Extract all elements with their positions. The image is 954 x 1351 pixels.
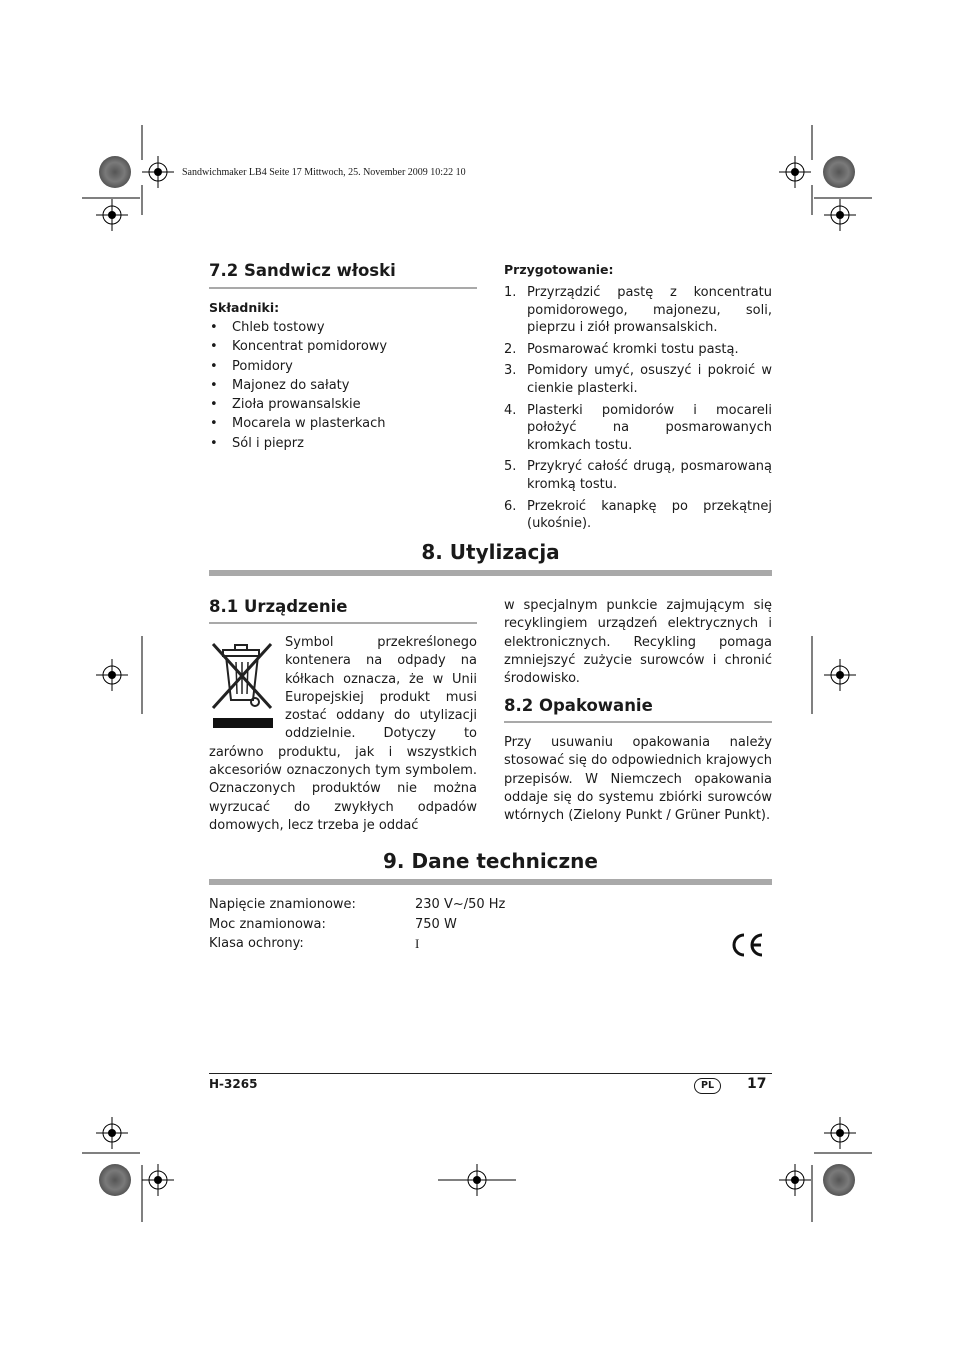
list-item: • Majonez do sałaty: [209, 376, 477, 395]
list-item: 6. Przekroić kanapkę po przekątnej (ukośnie).: [504, 498, 772, 532]
list-item: • Pomidory: [209, 357, 477, 376]
registration-mark-icon: [142, 1164, 174, 1196]
section-8-1-text: Symbol przekreślonego kontenera na odpady na kółkach oznacza, że w Unii Europejskiej produkt musi zostać oddany do utylizacji oddzielnie. Dotyczy to zarówno produktu, jak i wszystkich akcesoriów oznaczonych tym symbolem. Oznaczonych produktów nie można wyrzucać do zwykłych odpadów domowych, lecz trzeba je oddać: [209, 635, 477, 833]
spec-label: Moc znamionowa:: [209, 916, 326, 932]
section-8-title: 8. Utylizacja: [421, 540, 560, 564]
spec-label: Klasa ochrony:: [209, 936, 304, 951]
list-item: 3. Pomidory umyć, osuszyć i pokroić w cienkie plasterki.: [504, 363, 772, 396]
color-target-icon: [99, 1164, 131, 1196]
spec-label: Napięcie znamionowe:: [209, 897, 356, 912]
registration-mark-icon: [779, 1164, 811, 1196]
ce-mark-icon: [729, 931, 765, 959]
list-item: • Chleb tostowy: [209, 318, 477, 337]
ingredients-label: Składniki:: [209, 300, 280, 315]
spec-value: 750 W: [415, 916, 457, 932]
registration-mark-icon: [142, 156, 174, 188]
page-number: 17: [747, 1076, 767, 1092]
preparation-steps: [504, 284, 772, 537]
section-divider: [209, 622, 477, 624]
print-header: Sandwichmaker LB4 Seite 17 Mittwoch, 25. November 2009 10:22 10: [182, 167, 466, 178]
registration-mark-icon: [824, 659, 856, 691]
table-row: [209, 915, 609, 935]
list-item: • Zioła prowansalskie: [209, 395, 477, 414]
section-8-1-continued: w specjalnym punkcie zajmującym się recyklingiem urządzeń elektrycznych i elektronicznych. Recykling pomaga zmniejszyć zużycie surowców i chronić środowisko.: [504, 598, 772, 687]
list-item: • Koncentrat pomidorowy: [209, 337, 477, 356]
list-item: 2. Posmarować kromki tostu pastą.: [504, 341, 739, 357]
section-8-2-text: Przy usuwaniu opakowania należy stosować się do odpowiednich krajowych przepisów. W Niemczech opakowania oddaje się do systemu zbiórki surowców wtórnych (Zielony Punkt / Grüner Punkt).: [504, 735, 772, 824]
section-8-2-title: 8.2 Opakowanie: [504, 696, 653, 715]
footer-divider: [209, 1073, 772, 1074]
section-divider: [504, 721, 772, 723]
section-7-2-title: 7.2 Sandwicz włoski: [209, 261, 396, 280]
registration-mark-icon: [96, 199, 128, 231]
section-8-1-title: 8.1 Urządzenie: [209, 597, 348, 616]
list-item: 4. Plasterki pomidorów i mocareli położyć na posmarowanych kromkach tostu.: [504, 402, 772, 453]
tech-specs-table: [209, 895, 609, 954]
color-target-icon: [99, 156, 131, 188]
language-badge: PL: [694, 1078, 721, 1094]
color-target-icon: [823, 156, 855, 188]
registration-mark-icon: [824, 1117, 856, 1149]
ingredients-list: [209, 318, 477, 453]
list-item: 1. Przyrządzić pastę z koncentratu pomidorowego, majonezu, soli, pieprzu i ziół prowansalskich.: [504, 285, 772, 336]
section-divider: [209, 287, 477, 289]
spec-value: I: [415, 936, 420, 951]
table-row: [209, 934, 609, 954]
section-divider: [209, 570, 772, 576]
table-row: [209, 895, 609, 915]
list-item: • Sól i pieprz: [209, 434, 477, 453]
list-item: 5. Przykryć całość drugą, posmarowaną kromką tostu.: [504, 459, 772, 492]
registration-mark-icon: [824, 199, 856, 231]
section-divider: [209, 879, 772, 885]
color-target-icon: [823, 1164, 855, 1196]
crossed-bin-icon: [209, 638, 277, 730]
preparation-label: Przygotowanie:: [504, 262, 614, 277]
registration-mark-icon: [779, 156, 811, 188]
list-item: • Mocarela w plasterkach: [209, 414, 477, 433]
product-code: H-3265: [209, 1077, 258, 1091]
spec-value: 230 V~/50 Hz: [415, 897, 506, 912]
section-9-title: 9. Dane techniczne: [383, 849, 598, 873]
registration-mark-icon: [96, 1117, 128, 1149]
registration-mark-icon: [96, 659, 128, 691]
